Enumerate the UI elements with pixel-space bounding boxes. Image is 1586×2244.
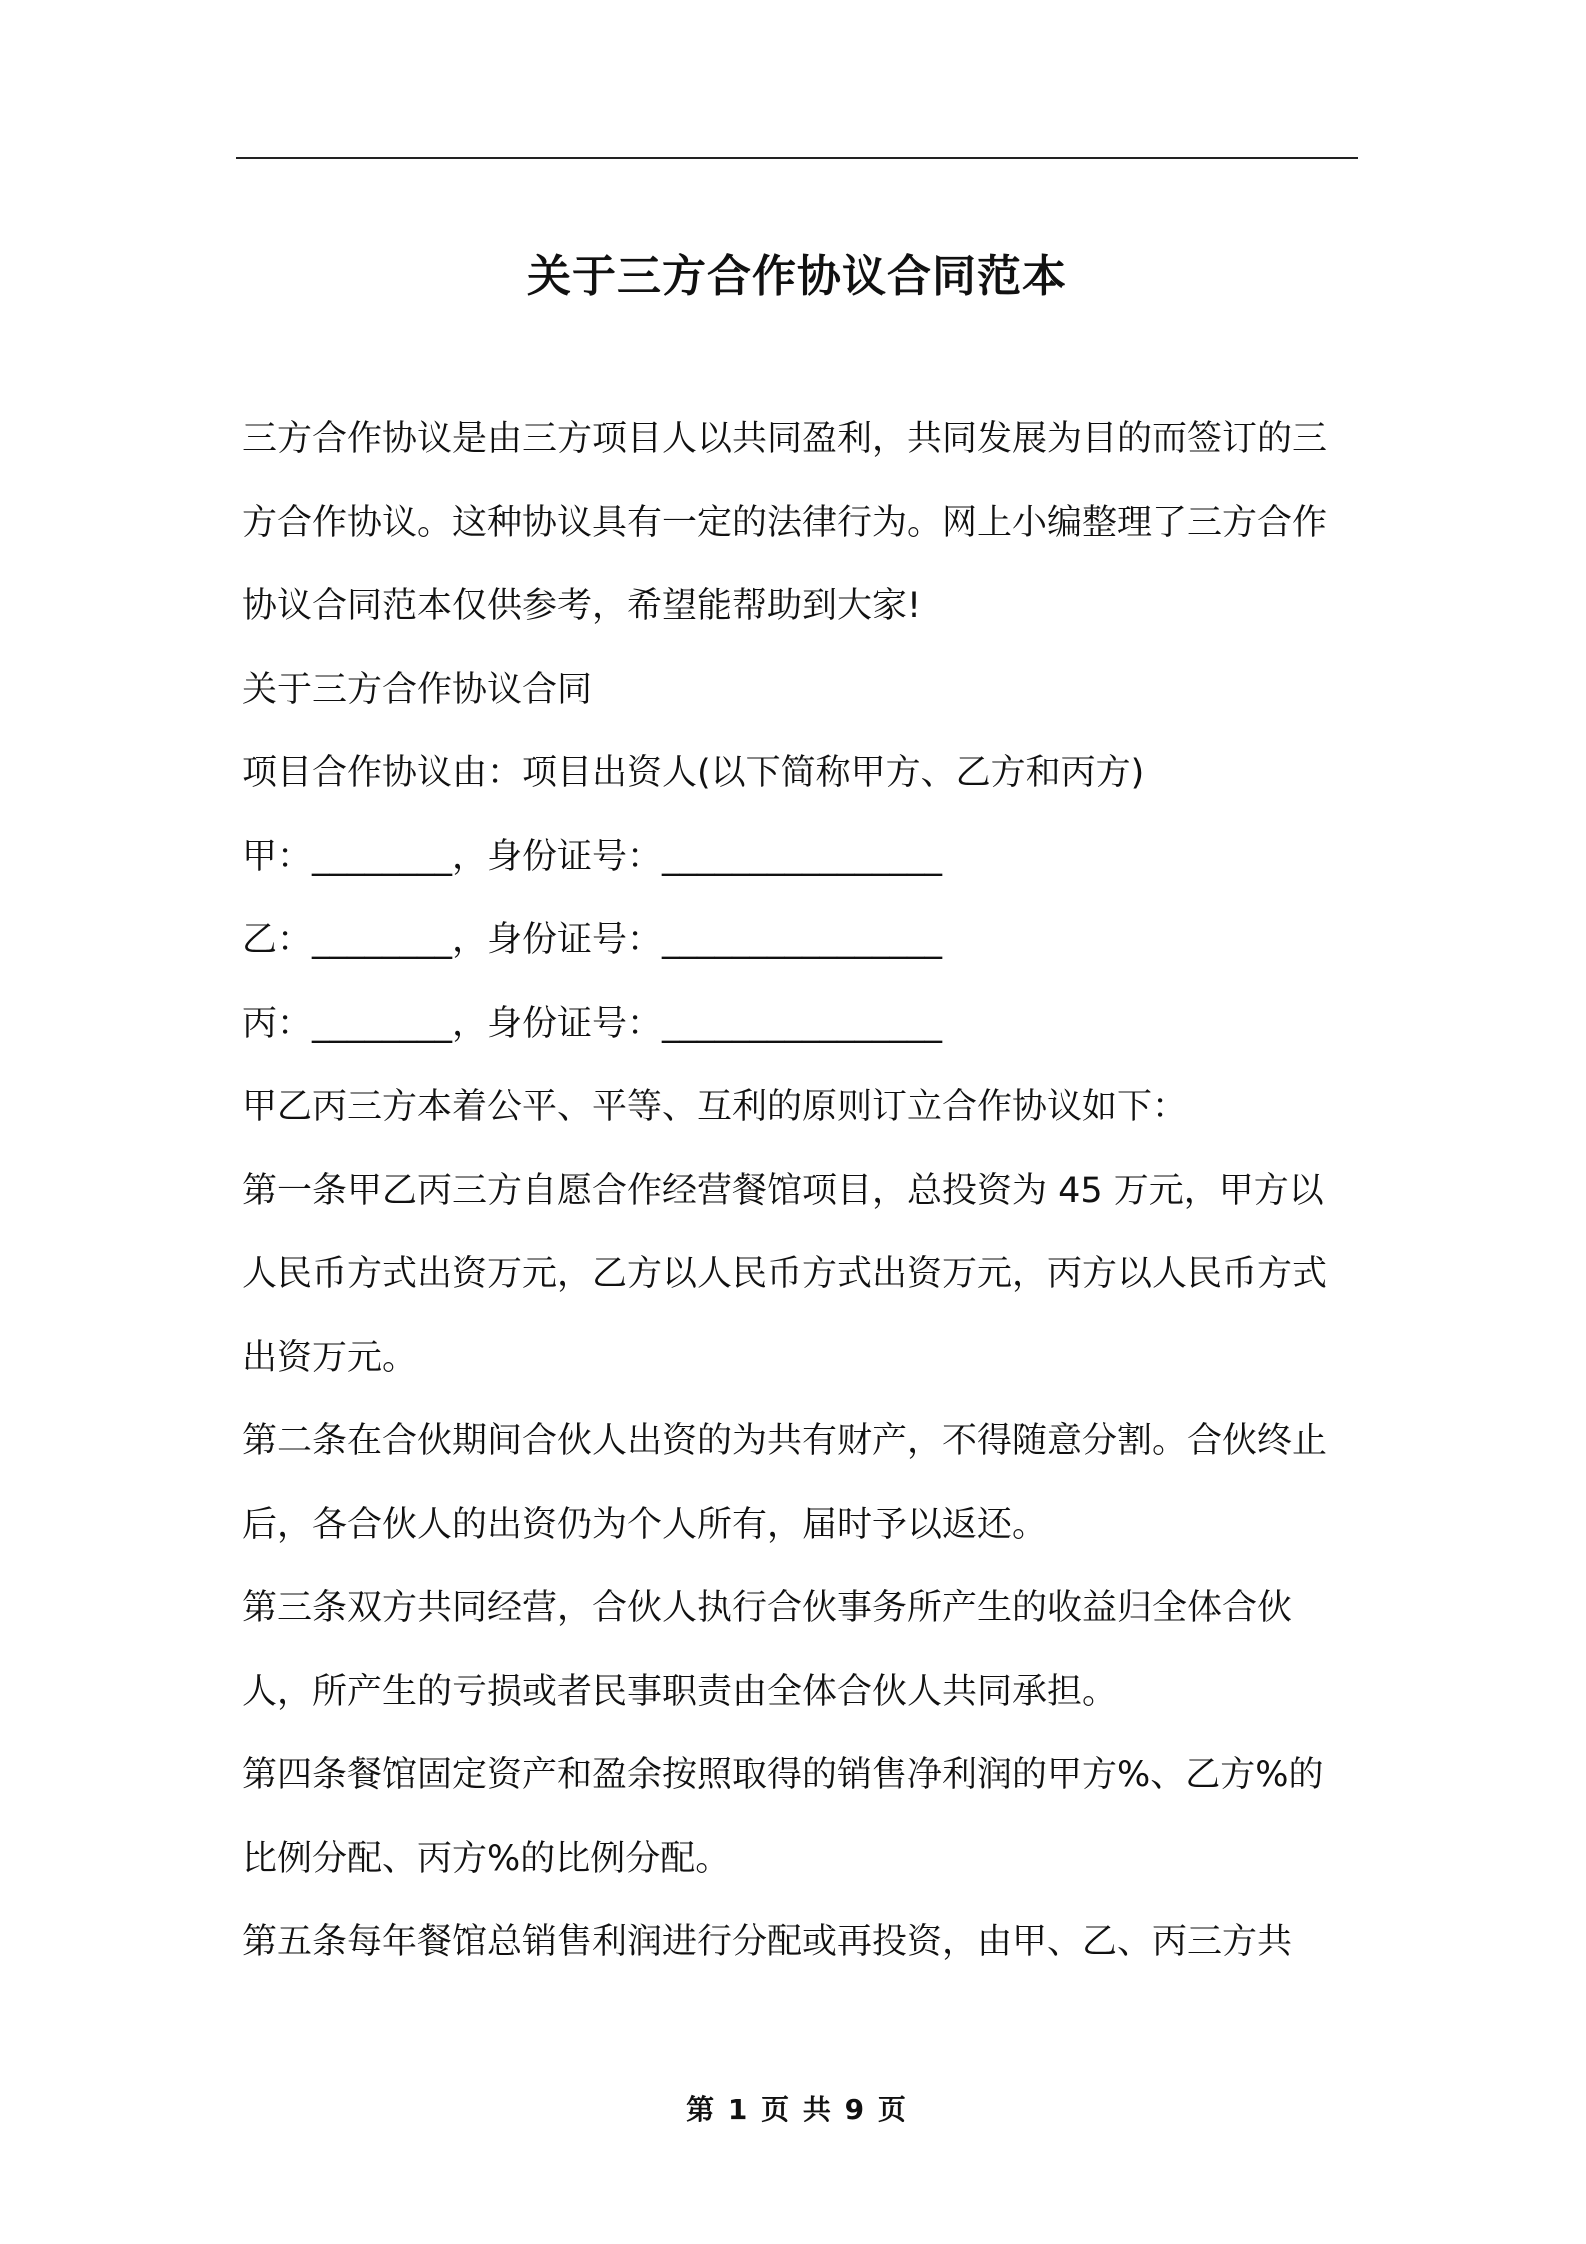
document-title: 关于三方合作协议合同范本	[527, 251, 1067, 303]
document-body	[242, 398, 1358, 1985]
article-5: 第五条每年餐馆总销售利润进行分配或再投资，由甲、乙、丙三方共	[242, 1922, 1293, 1962]
article-4: 第四条餐馆固定资产和盈余按照取得的销售净利润的甲方%、乙方%的比例分配、丙方%的比例分配。	[242, 1755, 1324, 1879]
page-number: 第 1 页 共 9 页	[686, 2093, 908, 2126]
parties-intro: 项目合作协议由：项目出资人(以下简称甲方、乙方和丙方)	[242, 753, 1145, 793]
party-c-line: 丙：________，身份证号：________________	[242, 1003, 943, 1044]
article-3: 第三条双方共同经营，合伙人执行合伙事务所产生的收益归全体合伙人，所产生的亏损或者民事职责由全体合伙人共同承担。	[242, 1588, 1293, 1712]
principles-paragraph: 甲乙丙三方本着公平、平等、互利的原则订立合作协议如下：	[242, 1087, 1188, 1127]
header-rule	[236, 157, 1358, 159]
contract-heading: 关于三方合作协议合同	[242, 669, 593, 710]
party-b-line: 乙：________，身份证号：________________	[242, 920, 943, 960]
party-a-line: 甲：________，身份证号：________________	[242, 836, 943, 877]
article-1: 第一条甲乙丙三方自愿合作经营餐馆项目，总投资为 45 万元，甲方以人民币方式出资万元，乙方以人民币方式出资万元，丙方以人民币方式出资万元。	[242, 1170, 1328, 1378]
article-2: 第二条在合伙期间合伙人出资的为共有财产，不得随意分割。合伙终止后，各合伙人的出资仍为个人所有，届时予以返还。	[242, 1421, 1328, 1545]
intro-paragraph: 三方合作协议是由三方项目人以共同盈利，共同发展为目的而签订的三方合作协议。这种协议具有一定的法律行为。网上小编整理了三方合作协议合同范本仅供参考，希望能帮助到大家!	[242, 419, 1328, 626]
